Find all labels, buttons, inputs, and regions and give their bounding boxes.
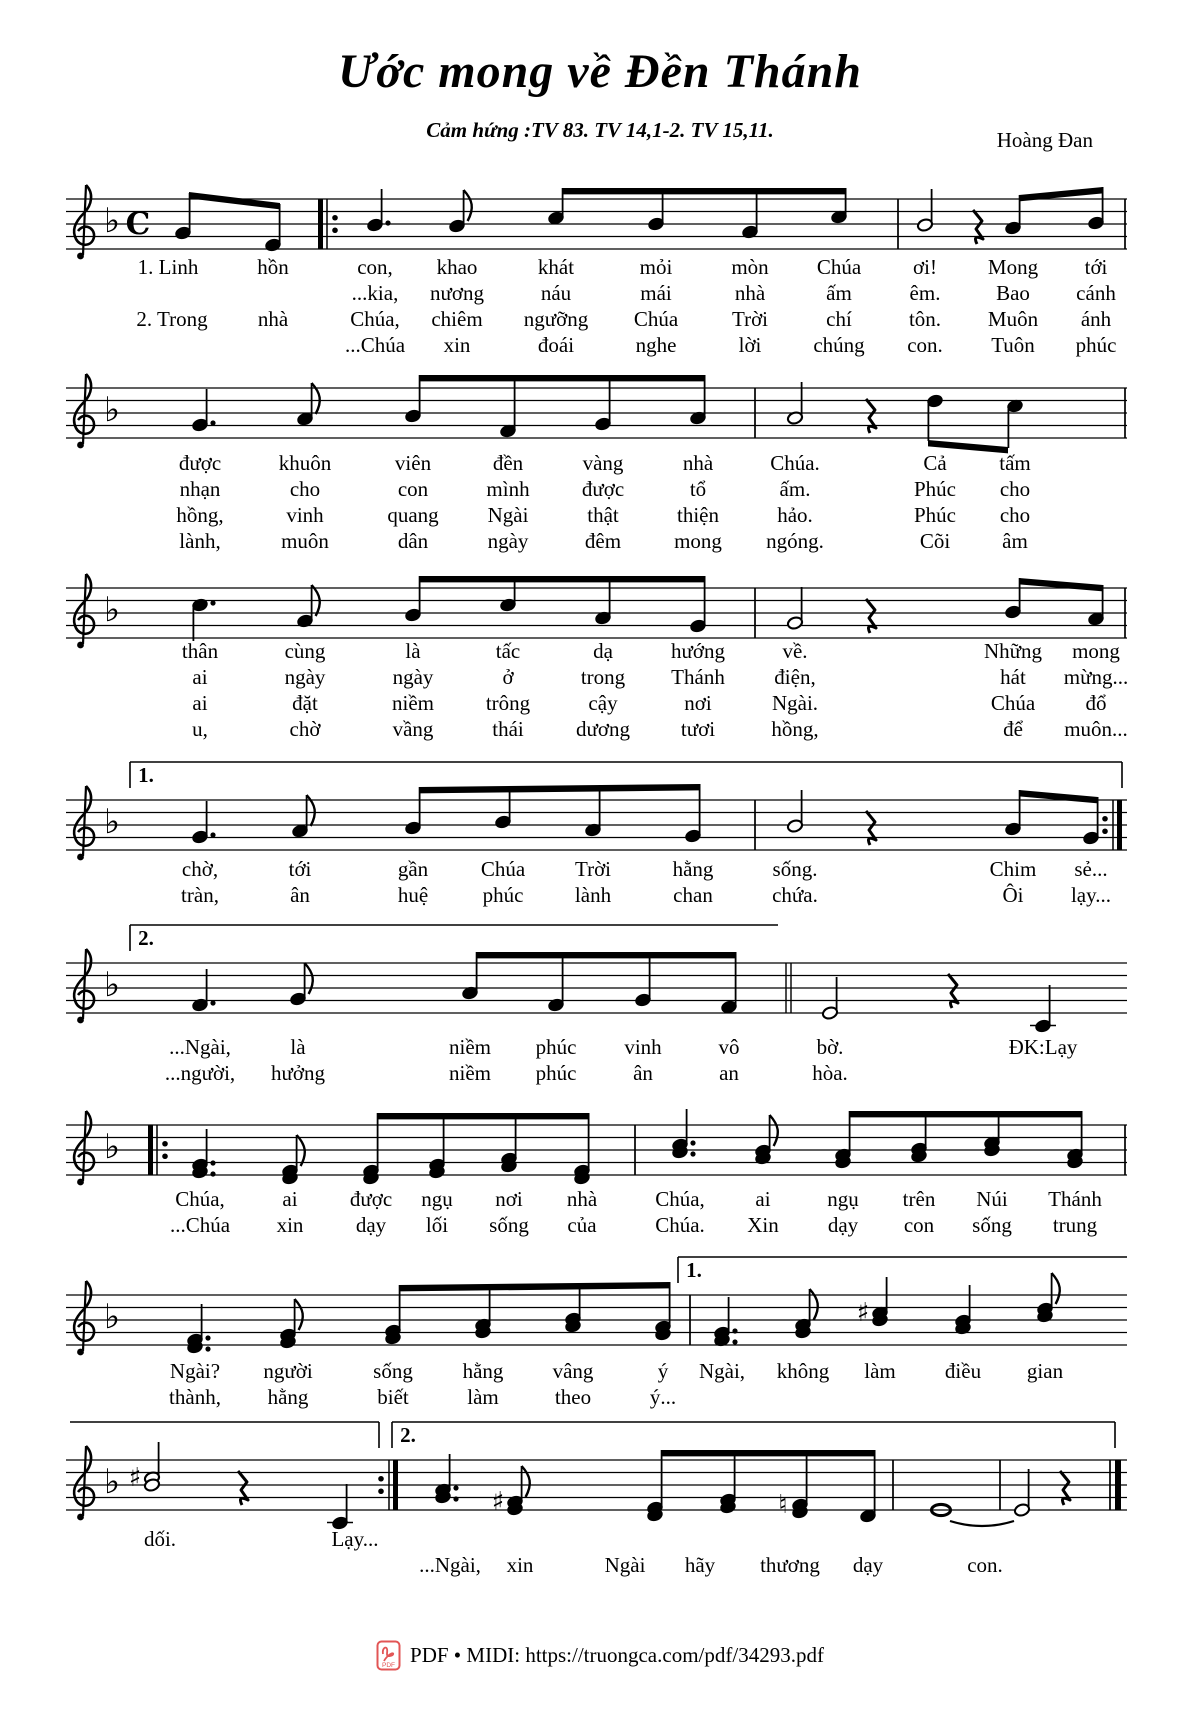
lyric-word: huệ (397, 883, 429, 907)
staff-system (66, 1257, 1127, 1355)
lyric-word: Chúa, (350, 307, 400, 331)
lyric-word: con (903, 1213, 935, 1237)
lyric-word: nhạn (179, 477, 221, 501)
lyric-word: Chim (989, 857, 1037, 881)
lyric-word: lối (425, 1213, 449, 1237)
lyric-word: là (405, 639, 421, 663)
lyric-word: ...kia, (351, 281, 399, 305)
lyric-word: của (567, 1213, 597, 1237)
lyric-word: ngụ (827, 1187, 859, 1211)
lyric-word: ngưỡng (523, 307, 589, 331)
lyric-word: hướng (671, 639, 725, 663)
lyric-word: vinh (624, 1035, 662, 1059)
lyric-word: Cả (923, 451, 947, 475)
lyric-word: êm. (909, 281, 941, 305)
lyric-word: theo (554, 1385, 592, 1409)
lyric-word: phúc (1075, 333, 1117, 357)
lyric-word: thân (181, 639, 219, 663)
svg-text:♭: ♭ (103, 1462, 121, 1502)
lyric-word: dạ (593, 639, 613, 663)
lyric-word: Thánh (1048, 1187, 1102, 1211)
lyric-word: tổ (689, 477, 707, 501)
svg-text:♭: ♭ (103, 201, 121, 241)
lyric-word: đêm (584, 529, 622, 553)
lyric-word: trung (1052, 1213, 1098, 1237)
lyric-word: Núi (976, 1187, 1008, 1211)
lyric-word: người (263, 1359, 313, 1383)
lyric-word: ngụ (421, 1187, 453, 1211)
lyric-word: ĐK:Lạy (1008, 1035, 1078, 1059)
lyric-word: dối. (143, 1527, 177, 1551)
lyric-word: Những (983, 639, 1043, 663)
lyric-word: niềm (449, 1061, 491, 1085)
staff-system (66, 1109, 1127, 1185)
lyric-word: sẻ... (1074, 857, 1108, 881)
lyric-word: là (290, 1035, 306, 1059)
lyric-word: dạy (827, 1213, 859, 1237)
lyric-word: hảo. (777, 503, 813, 527)
lyric-word: ...Chúa (344, 333, 406, 357)
svg-text:2.: 2. (400, 1423, 416, 1447)
lyric-word: Chúa (633, 307, 679, 331)
lyric-word: mòn (731, 255, 769, 279)
lyric-word: tràn, (181, 883, 219, 907)
lyric-word: gian (1026, 1359, 1064, 1383)
lyric-word: thành, (169, 1385, 221, 1409)
lyric-word: ý... (649, 1385, 677, 1409)
lyric-word: được (178, 451, 222, 475)
lyric-word: cùng (284, 639, 326, 663)
lyric-word: tới (1084, 255, 1108, 279)
lyric-word: được (349, 1187, 393, 1211)
lyric-word: chờ, (181, 857, 219, 881)
lyric-word: ngóng. (766, 529, 824, 553)
lyric-word: lành, (179, 529, 221, 553)
lyric-word: mong (1072, 639, 1120, 663)
lyric-word: cậy (588, 691, 618, 715)
lyric-word: khuôn (278, 451, 332, 475)
svg-text:♭: ♭ (103, 390, 121, 430)
lyric-word: điện, (774, 665, 816, 689)
lyric-word: ân (633, 1061, 653, 1085)
lyric-word: hằng (672, 857, 714, 881)
lyric-word: lời (738, 333, 762, 357)
lyric-word: ở (502, 665, 514, 689)
footer (0, 1640, 1200, 1671)
lyric-word: tấm (999, 451, 1031, 475)
svg-text:♯: ♯ (491, 1487, 505, 1517)
lyric-word: trong (580, 665, 626, 689)
lyric-word: mình (486, 477, 530, 501)
lyric-word: muôn... (1064, 717, 1128, 741)
lyric-word: Trời (731, 307, 769, 331)
lyric-word: lành (574, 883, 612, 907)
lyric-word: an (719, 1061, 739, 1085)
lyric-word: thiện (677, 503, 719, 527)
svg-text:1.: 1. (138, 763, 154, 787)
lyric-word: ân (290, 883, 310, 907)
lyric-word: đặt (292, 691, 318, 715)
lyric-word: ai (192, 665, 208, 689)
lyric-word: Trời (574, 857, 612, 881)
lyric-word: dương (576, 717, 630, 741)
staff-system (66, 185, 1127, 259)
lyric-word: ...Ngài, (419, 1553, 481, 1577)
lyric-word: vâng (552, 1359, 594, 1383)
lyric-word: không (776, 1359, 830, 1383)
lyric-word: để (1003, 717, 1023, 741)
lyric-word: ngày (487, 529, 529, 553)
lyric-word: bờ. (816, 1035, 844, 1059)
lyric-word: con. (907, 333, 943, 357)
lyric-word: hồn (257, 255, 289, 279)
lyric-word: phúc (535, 1035, 577, 1059)
lyric-word: dạy (852, 1553, 884, 1577)
lyric-word: thái (492, 717, 524, 741)
lyric-word: Muôn (987, 307, 1039, 331)
lyric-word: về. (782, 639, 808, 663)
svg-text:♯: ♯ (128, 1463, 142, 1493)
svg-text:♭: ♭ (103, 590, 121, 630)
lyric-word: ấm (826, 281, 852, 305)
lyric-word: con (397, 477, 429, 501)
composer-name: Hoàng Đan (996, 128, 1093, 152)
lyric-word: ...Ngài, (169, 1035, 231, 1059)
lyric-word: Ôi (1002, 883, 1024, 907)
lyric-word: Ngài. (771, 691, 819, 715)
lyric-word: ai (755, 1187, 771, 1211)
lyric-word: xin (506, 1553, 534, 1577)
lyric-word: thật (587, 503, 619, 527)
song-inspiration: Cảm hứng :TV 83. TV 14,1-2. TV 15,11. (426, 118, 774, 142)
lyric-word: phúc (535, 1061, 577, 1085)
lyric-word: muôn (281, 529, 329, 553)
lyric-word: náu (540, 281, 572, 305)
lyric-word: âm (1002, 529, 1028, 553)
lyric-word: 2. Trong (136, 307, 208, 331)
lyric-word: ý (657, 1359, 669, 1383)
lyric-word: tôn. (908, 307, 942, 331)
lyric-word: sống (373, 1359, 413, 1383)
lyric-word: nơi (684, 691, 712, 715)
lyric-word: vinh (286, 503, 324, 527)
lyric-word: Phúc (914, 503, 956, 527)
lyric-word: lạy... (1070, 883, 1112, 907)
lyric-word: hát (1000, 665, 1026, 689)
lyric-word: làm (864, 1359, 896, 1383)
lyric-word: biết (377, 1385, 409, 1409)
lyric-word: hồng, (176, 503, 224, 527)
staff-system (66, 574, 1127, 648)
lyric-word: vô (718, 1035, 740, 1059)
lyric-word: đền (492, 451, 524, 475)
lyric-word: 1. Linh (137, 255, 199, 279)
lyric-word: niềm (449, 1035, 491, 1059)
staff-system (66, 925, 1127, 1033)
lyric-word: cho (999, 503, 1031, 527)
lyric-word: Chúa (480, 857, 526, 881)
lyric-word: cho (999, 477, 1031, 501)
lyric-word: nhà (257, 307, 289, 331)
lyric-word: Mong (987, 255, 1039, 279)
staff-system (66, 1422, 1127, 1530)
lyric-word: dạy (355, 1213, 387, 1237)
lyric-word: tới (288, 857, 312, 881)
svg-text:PDF: PDF (382, 1662, 396, 1669)
lyric-word: Chúa. (655, 1213, 705, 1237)
pdf-midi-link[interactable]: PDF • MIDI: https://truongca.com/pdf/34293.pdf (410, 1643, 824, 1667)
lyric-word: Ngài? (169, 1359, 221, 1383)
lyric-word: tấc (495, 639, 521, 663)
lyric-word: ấm. (779, 477, 811, 501)
lyric-word: chờ (289, 717, 321, 741)
svg-text:2.: 2. (138, 926, 154, 950)
lyric-word: hãy (684, 1553, 716, 1577)
lyric-word: ...Chúa (169, 1213, 231, 1237)
lyric-word: hằng (267, 1385, 309, 1409)
lyric-word: trông (485, 691, 531, 715)
lyric-word: cho (289, 477, 321, 501)
staff-system (66, 762, 1127, 860)
lyric-word: sống. (772, 857, 818, 881)
song-title: Ước mong về Đền Thánh (338, 45, 862, 98)
pdf-icon (376, 1640, 401, 1671)
lyric-word: điều (944, 1359, 982, 1383)
lyric-word: vầng (392, 717, 434, 741)
lyric-word: nơi (495, 1187, 523, 1211)
lyric-word: Cõi (919, 529, 951, 553)
lyric-word: mong (674, 529, 722, 553)
lyric-word: con. (967, 1553, 1003, 1577)
lyric-word: chí (826, 307, 852, 331)
lyric-word: niềm (392, 691, 434, 715)
lyric-word: chan (673, 883, 713, 907)
lyric-word: quang (387, 503, 439, 527)
lyric-word: sống (972, 1213, 1012, 1237)
lyric-word: u, (192, 717, 208, 741)
svg-text:♭: ♭ (103, 965, 121, 1005)
lyric-word: ai (192, 691, 208, 715)
lyric-word: viên (394, 451, 432, 475)
lyric-word: Chúa, (175, 1187, 225, 1211)
svg-text:♭: ♭ (103, 1297, 121, 1337)
lyric-word: xin (276, 1213, 304, 1237)
lyric-word: Thánh (671, 665, 725, 689)
lyric-word: ánh (1080, 307, 1112, 331)
lyric-word: ngày (392, 665, 434, 689)
lyric-word: vàng (582, 451, 624, 475)
lyric-word: làm (467, 1385, 499, 1409)
lyric-word: chiêm (431, 307, 483, 331)
lyric-word: ...người, (164, 1061, 236, 1085)
svg-text:♮: ♮ (778, 1490, 788, 1520)
lyric-word: cánh (1076, 281, 1116, 305)
lyric-word: tươi (680, 717, 716, 741)
staff-system (66, 374, 1127, 453)
lyric-word: đoái (537, 333, 575, 357)
lyric-word: được (581, 477, 625, 501)
lyric-word: Ngài (604, 1553, 646, 1577)
lyric-word: đổ (1085, 691, 1107, 715)
lyric-word: chúng (813, 333, 865, 357)
lyric-word: ơi! (913, 255, 937, 279)
svg-text:♯: ♯ (856, 1298, 870, 1328)
lyric-word: ngày (284, 665, 326, 689)
lyric-word: Bao (996, 281, 1030, 305)
lyric-word: Chúa (990, 691, 1036, 715)
lyric-word: mỏi (639, 255, 673, 279)
svg-text:1.: 1. (686, 1258, 702, 1282)
lyric-word: thương (760, 1553, 820, 1577)
lyric-word: khao (436, 255, 478, 279)
lyric-word: nhà (734, 281, 766, 305)
lyric-word: nương (430, 281, 484, 305)
svg-text:C: C (125, 206, 151, 242)
lyric-word: hòa. (812, 1061, 848, 1085)
lyric-word: Tuôn (991, 333, 1035, 357)
lyric-word: trên (902, 1187, 936, 1211)
lyric-word: nhà (682, 451, 714, 475)
lyric-word: Ngài (487, 503, 529, 527)
lyric-word: hưởng (271, 1061, 325, 1085)
lyric-word: gần (397, 857, 429, 881)
lyric-word: mừng... (1063, 665, 1129, 689)
lyric-word: khát (537, 255, 575, 279)
lyric-word: Lạy... (331, 1527, 379, 1551)
lyric-word: nghe (635, 333, 677, 357)
lyric-word: Xin (747, 1213, 779, 1237)
lyric-word: Chúa, (655, 1187, 705, 1211)
lyric-word: xin (443, 333, 471, 357)
lyric-word: Ngài, (698, 1359, 746, 1383)
lyric-word: hồng, (771, 717, 819, 741)
lyric-word: ai (282, 1187, 298, 1211)
lyric-word: hằng (462, 1359, 504, 1383)
lyric-word: chứa. (772, 883, 818, 907)
lyric-word: Chúa (816, 255, 862, 279)
lyric-word: Phúc (914, 477, 956, 501)
lyric-word: sống (489, 1213, 529, 1237)
lyric-word: phúc (482, 883, 524, 907)
lyric-word: nhà (566, 1187, 598, 1211)
lyric-word: con, (357, 255, 393, 279)
lyric-word: dân (397, 529, 429, 553)
lyric-word: mái (640, 281, 672, 305)
svg-text:♭: ♭ (103, 1127, 121, 1167)
lyric-word: Chúa. (770, 451, 820, 475)
svg-text:♭: ♭ (103, 802, 121, 842)
